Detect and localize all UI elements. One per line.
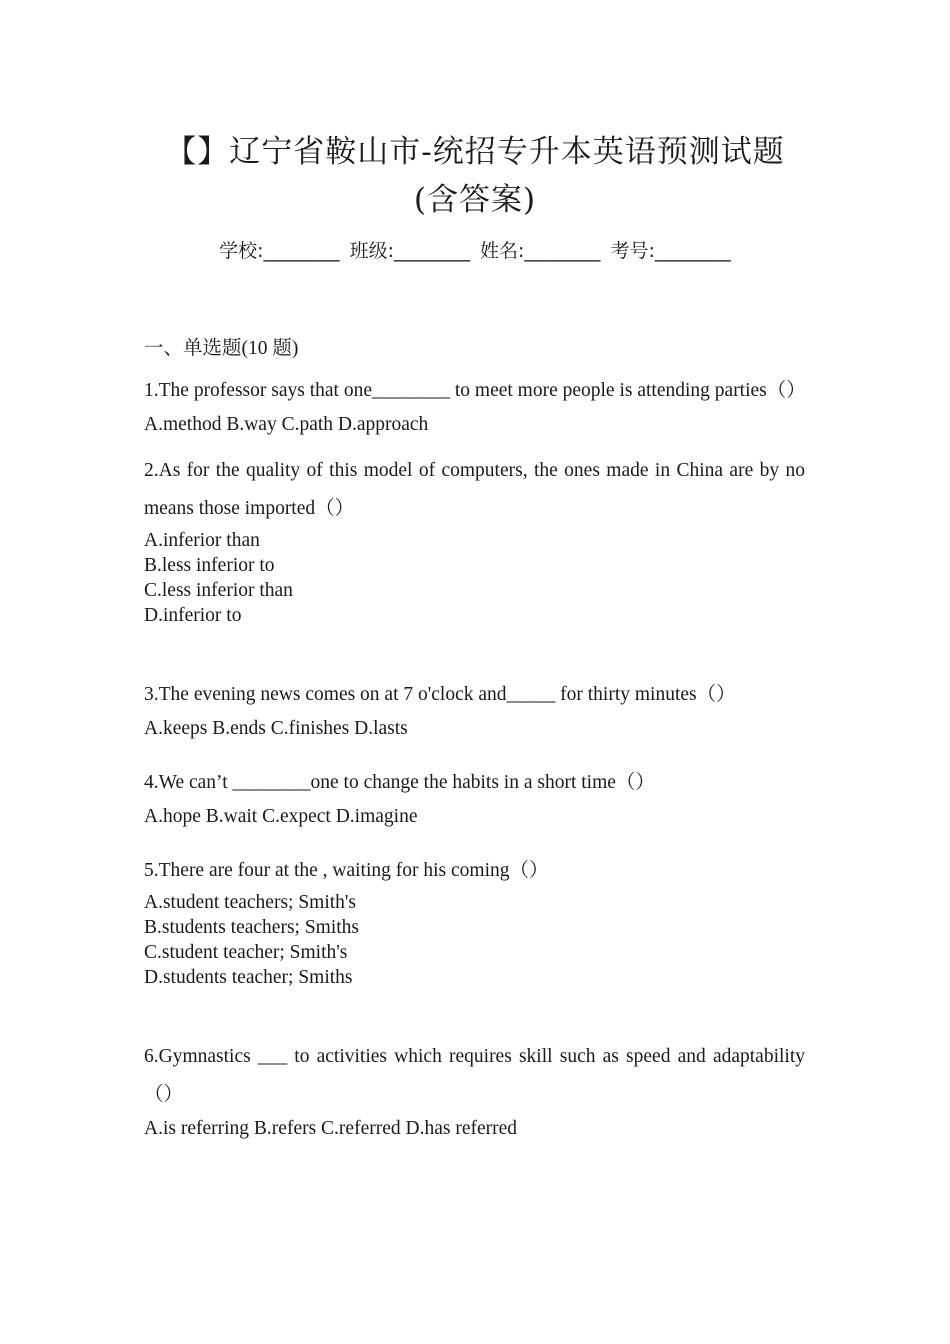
question-options: A.hope B.wait C.expect D.imagine [144,806,418,827]
option-item: B.students teachers; Smiths [144,917,360,938]
document-title: 【】辽宁省鞍山市-统招专升本英语预测试题(含答案) [165,134,785,218]
option-item: A.student teachers; Smith's [144,892,357,913]
question-3 [144,676,805,744]
question-stem: 3.The evening news comes on at 7 o'clock and_____ for thirty minutes（） [144,684,736,705]
question-options [144,890,805,990]
exam-content [144,335,805,1144]
school-field: 学校:________ [219,240,340,262]
question-1 [144,372,805,440]
option-item: B.less inferior to [144,555,275,576]
question-stem: 5.There are four at the , waiting for his coming（） [144,860,549,881]
student-info-line [150,236,800,263]
question-stem: 1.The professor says that one________ to meet more people is attending parties（） [144,380,806,401]
option-item: C.student teacher; Smith's [144,942,348,963]
exam-number-field: 考号:________ [610,240,731,262]
question-stem: 6.Gymnastics ___ to activities which requires skill such as speed and adaptability（） [144,1046,805,1105]
option-item: C.less inferior than [144,580,293,601]
option-item: A.inferior than [144,530,260,551]
question-2 [144,452,805,628]
class-field: 班级:________ [349,240,470,262]
question-6 [144,1038,805,1144]
question-options: A.keeps B.ends C.finishes D.lasts [144,718,408,739]
question-options: A.method B.way C.path D.approach [144,414,429,435]
question-options [144,528,805,628]
section-heading: 一、单选题(10 题) [144,338,299,359]
question-stem: 2.As for the quality of this model of computers, the ones made in China are by no means those imported（） [144,460,805,519]
question-options: A.is referring B.refers C.referred D.has referred [144,1118,518,1139]
question-stem: 4.We can’t ________one to change the habits in a short time（） [144,772,655,793]
option-item: D.inferior to [144,605,242,626]
name-field: 姓名:________ [480,240,601,262]
question-4 [144,764,805,832]
option-item: D.students teacher; Smiths [144,967,353,988]
question-5 [144,852,805,990]
